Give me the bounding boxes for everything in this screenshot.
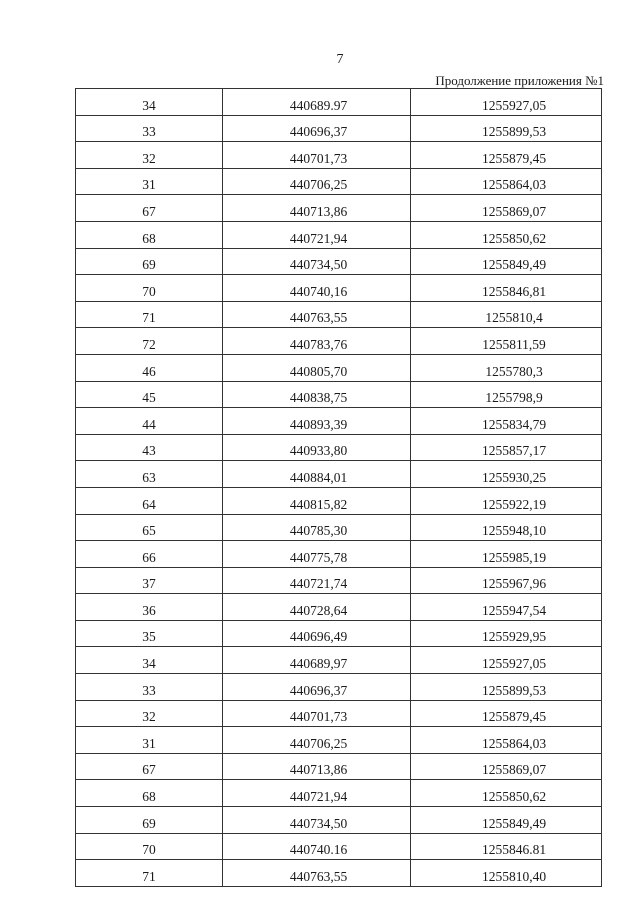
point-number-cell: 72	[76, 328, 223, 355]
table-row	[76, 514, 602, 541]
table-row	[76, 89, 602, 116]
y-coordinate-cell: 1255846.81	[411, 833, 602, 860]
table-row	[76, 674, 602, 701]
table-row	[76, 461, 602, 488]
point-number-cell: 68	[76, 221, 223, 248]
point-number-cell: 69	[76, 248, 223, 275]
x-coordinate-cell: 440721,94	[223, 221, 411, 248]
table-row	[76, 354, 602, 381]
x-coordinate-cell: 440721,94	[223, 780, 411, 807]
y-coordinate-cell: 1255922,19	[411, 487, 602, 514]
point-number-cell: 65	[76, 514, 223, 541]
y-coordinate-cell: 1255927,05	[411, 647, 602, 674]
x-coordinate-cell: 440696,37	[223, 115, 411, 142]
x-coordinate-cell: 440701,73	[223, 700, 411, 727]
point-number-cell: 32	[76, 142, 223, 169]
point-number-cell: 33	[76, 115, 223, 142]
x-coordinate-cell: 440815,82	[223, 487, 411, 514]
point-number-cell: 35	[76, 620, 223, 647]
y-coordinate-cell: 1255930,25	[411, 461, 602, 488]
point-number-cell: 45	[76, 381, 223, 408]
y-coordinate-cell: 1255927,05	[411, 89, 602, 116]
y-coordinate-cell: 1255947,54	[411, 594, 602, 621]
point-number-cell: 70	[76, 275, 223, 302]
y-coordinate-cell: 1255929,95	[411, 620, 602, 647]
point-number-cell: 43	[76, 434, 223, 461]
table-row	[76, 301, 602, 328]
point-number-cell: 31	[76, 168, 223, 195]
point-number-cell: 67	[76, 195, 223, 222]
y-coordinate-cell: 1255967,96	[411, 567, 602, 594]
table-row	[76, 275, 602, 302]
table-row	[76, 408, 602, 435]
x-coordinate-cell: 440696,37	[223, 674, 411, 701]
y-coordinate-cell: 1255810,40	[411, 860, 602, 887]
y-coordinate-cell: 1255810,4	[411, 301, 602, 328]
table-row	[76, 807, 602, 834]
x-coordinate-cell: 440893,39	[223, 408, 411, 435]
table-row	[76, 727, 602, 754]
table-row	[76, 328, 602, 355]
x-coordinate-cell: 440689.97	[223, 89, 411, 116]
y-coordinate-cell: 1255834,79	[411, 408, 602, 435]
x-coordinate-cell: 440689,97	[223, 647, 411, 674]
y-coordinate-cell: 1255811,59	[411, 328, 602, 355]
table-row	[76, 434, 602, 461]
point-number-cell: 32	[76, 700, 223, 727]
point-number-cell: 71	[76, 301, 223, 328]
table-row	[76, 700, 602, 727]
point-number-cell: 63	[76, 461, 223, 488]
y-coordinate-cell: 1255798,9	[411, 381, 602, 408]
point-number-cell: 68	[76, 780, 223, 807]
x-coordinate-cell: 440706,25	[223, 727, 411, 754]
table-row	[76, 780, 602, 807]
table-row	[76, 647, 602, 674]
y-coordinate-cell: 1255899,53	[411, 674, 602, 701]
point-number-cell: 71	[76, 860, 223, 887]
table-row	[76, 168, 602, 195]
coordinates-table	[75, 88, 602, 887]
y-coordinate-cell: 1255780,3	[411, 354, 602, 381]
y-coordinate-cell: 1255899,53	[411, 115, 602, 142]
table-row	[76, 833, 602, 860]
x-coordinate-cell: 440734,50	[223, 807, 411, 834]
point-number-cell: 64	[76, 487, 223, 514]
x-coordinate-cell: 440763,55	[223, 301, 411, 328]
table-row	[76, 221, 602, 248]
y-coordinate-cell: 1255850,62	[411, 221, 602, 248]
x-coordinate-cell: 440884,01	[223, 461, 411, 488]
table-row	[76, 115, 602, 142]
point-number-cell: 69	[76, 807, 223, 834]
table-row	[76, 142, 602, 169]
y-coordinate-cell: 1255857,17	[411, 434, 602, 461]
y-coordinate-cell: 1255879,45	[411, 700, 602, 727]
x-coordinate-cell: 440734,50	[223, 248, 411, 275]
x-coordinate-cell: 440838,75	[223, 381, 411, 408]
point-number-cell: 37	[76, 567, 223, 594]
y-coordinate-cell: 1255869,07	[411, 753, 602, 780]
point-number-cell: 36	[76, 594, 223, 621]
x-coordinate-cell: 440740.16	[223, 833, 411, 860]
point-number-cell: 46	[76, 354, 223, 381]
table-row	[76, 860, 602, 887]
point-number-cell: 34	[76, 89, 223, 116]
point-number-cell: 33	[76, 674, 223, 701]
x-coordinate-cell: 440701,73	[223, 142, 411, 169]
coordinates-table-body	[76, 89, 602, 887]
point-number-cell: 34	[76, 647, 223, 674]
point-number-cell: 66	[76, 541, 223, 568]
y-coordinate-cell: 1255948,10	[411, 514, 602, 541]
x-coordinate-cell: 440785,30	[223, 514, 411, 541]
table-row	[76, 567, 602, 594]
x-coordinate-cell: 440763,55	[223, 860, 411, 887]
y-coordinate-cell: 1255849,49	[411, 248, 602, 275]
point-number-cell: 31	[76, 727, 223, 754]
page-number: 7	[336, 52, 344, 67]
point-number-cell: 70	[76, 833, 223, 860]
y-coordinate-cell: 1255869,07	[411, 195, 602, 222]
continuation-caption: Продолжение приложения №1	[435, 73, 604, 88]
point-number-cell: 44	[76, 408, 223, 435]
y-coordinate-cell: 1255846,81	[411, 275, 602, 302]
x-coordinate-cell: 440933,80	[223, 434, 411, 461]
x-coordinate-cell: 440740,16	[223, 275, 411, 302]
x-coordinate-cell: 440696,49	[223, 620, 411, 647]
table-row	[76, 248, 602, 275]
y-coordinate-cell: 1255985,19	[411, 541, 602, 568]
table-row	[76, 487, 602, 514]
x-coordinate-cell: 440783,76	[223, 328, 411, 355]
point-number-cell: 67	[76, 753, 223, 780]
x-coordinate-cell: 440805,70	[223, 354, 411, 381]
y-coordinate-cell: 1255879,45	[411, 142, 602, 169]
y-coordinate-cell: 1255864,03	[411, 727, 602, 754]
x-coordinate-cell: 440775,78	[223, 541, 411, 568]
y-coordinate-cell: 1255864,03	[411, 168, 602, 195]
table-row	[76, 195, 602, 222]
table-row	[76, 594, 602, 621]
table-row	[76, 753, 602, 780]
y-coordinate-cell: 1255850,62	[411, 780, 602, 807]
x-coordinate-cell: 440713,86	[223, 195, 411, 222]
x-coordinate-cell: 440728,64	[223, 594, 411, 621]
table-row	[76, 381, 602, 408]
table-row	[76, 620, 602, 647]
table-row	[76, 541, 602, 568]
x-coordinate-cell: 440713,86	[223, 753, 411, 780]
x-coordinate-cell: 440706,25	[223, 168, 411, 195]
x-coordinate-cell: 440721,74	[223, 567, 411, 594]
y-coordinate-cell: 1255849,49	[411, 807, 602, 834]
